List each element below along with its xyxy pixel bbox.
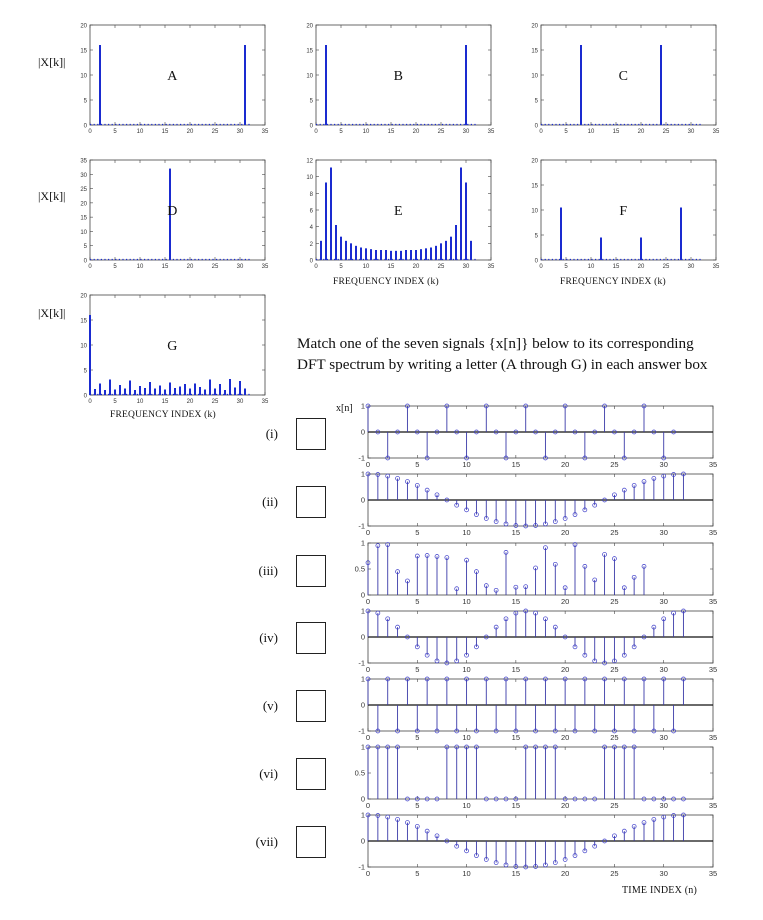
y-tick-label: 5 bbox=[83, 98, 87, 105]
x-tick-label: 5 bbox=[339, 264, 343, 270]
frequency-axis-label: FREQUENCY INDEX (k) bbox=[560, 277, 666, 287]
y-tick-label: 20 bbox=[80, 23, 87, 30]
y-tick-label: 10 bbox=[306, 73, 313, 80]
y-tick-label: 5 bbox=[83, 244, 87, 251]
x-tick-label: 30 bbox=[659, 733, 668, 742]
x-tick-label: 35 bbox=[708, 460, 718, 469]
y-tick-label: 5 bbox=[309, 98, 313, 105]
plot-frame bbox=[316, 25, 491, 125]
x-tick-label: 30 bbox=[462, 264, 470, 270]
y-tick-label: 6 bbox=[309, 208, 313, 215]
x-tick-label: 5 bbox=[113, 129, 117, 135]
x-tick-label: 35 bbox=[708, 801, 718, 810]
y-tick-label: 20 bbox=[306, 23, 313, 30]
x-tick-label: 30 bbox=[659, 665, 668, 674]
y-tick-label: 0 bbox=[360, 836, 365, 846]
plot-frame bbox=[90, 160, 265, 260]
y-tick-label: 10 bbox=[306, 175, 313, 182]
time-axis-label: TIME INDEX (n) bbox=[622, 885, 698, 896]
y-tick-label: 1 bbox=[360, 674, 365, 684]
x-tick-label: 35 bbox=[261, 264, 269, 270]
x-tick-label: 25 bbox=[662, 264, 670, 270]
y-tick-label: 10 bbox=[80, 343, 87, 350]
spectrum-ylabel: |X[k]| bbox=[38, 306, 66, 320]
spectrum-letter: A bbox=[167, 69, 178, 84]
y-tick-label: 5 bbox=[83, 368, 87, 375]
x-tick-label: 25 bbox=[211, 399, 219, 405]
x-tick-label: 35 bbox=[708, 665, 718, 674]
x-tick-label: 0 bbox=[314, 129, 318, 135]
x-tick-label: 10 bbox=[462, 801, 471, 810]
y-tick-label: 0 bbox=[360, 590, 365, 600]
y-tick-label: 0 bbox=[360, 632, 365, 642]
y-tick-label: 0 bbox=[360, 427, 365, 437]
y-tick-label: 20 bbox=[531, 23, 538, 30]
x-tick-label: 25 bbox=[437, 129, 445, 135]
x-tick-label: 25 bbox=[211, 264, 219, 270]
y-tick-label: 5 bbox=[534, 233, 538, 240]
x-tick-label: 0 bbox=[365, 801, 371, 810]
y-tick-label: 15 bbox=[531, 183, 538, 190]
y-tick-label: 0 bbox=[534, 258, 538, 265]
x-tick-label: 20 bbox=[560, 528, 570, 537]
y-tick-label: 20 bbox=[531, 158, 538, 165]
x-tick-label: 10 bbox=[136, 129, 144, 135]
x-tick-label: 20 bbox=[637, 264, 645, 270]
x-tick-label: 5 bbox=[415, 733, 420, 742]
frequency-axis-label: FREQUENCY INDEX (k) bbox=[110, 410, 216, 420]
y-tick-label: 25 bbox=[80, 187, 87, 194]
y-tick-label: 4 bbox=[309, 225, 313, 232]
x-tick-label: 25 bbox=[437, 264, 445, 270]
x-tick-label: 10 bbox=[362, 129, 370, 135]
x-tick-label: 20 bbox=[560, 665, 570, 674]
spectrum-letter: G bbox=[167, 339, 178, 354]
x-tick-label: 30 bbox=[659, 801, 668, 810]
spectrum-letter: F bbox=[619, 204, 628, 219]
x-tick-label: 35 bbox=[708, 869, 718, 878]
plot-frame bbox=[541, 160, 716, 260]
x-tick-label: 10 bbox=[462, 528, 471, 537]
x-tick-label: 20 bbox=[186, 129, 194, 135]
x-tick-label: 35 bbox=[261, 129, 269, 135]
x-tick-label: 35 bbox=[487, 264, 495, 270]
x-tick-label: 15 bbox=[161, 399, 169, 405]
x-tick-label: 10 bbox=[462, 733, 471, 742]
answer-label: (ii) bbox=[262, 494, 278, 509]
x-tick-label: 20 bbox=[560, 460, 570, 469]
x-tick-label: 30 bbox=[659, 597, 668, 606]
answer-label: (v) bbox=[262, 698, 278, 713]
y-tick-label: 15 bbox=[80, 215, 87, 222]
x-tick-label: 15 bbox=[387, 129, 395, 135]
x-tick-label: 35 bbox=[708, 528, 718, 537]
x-tick-label: 20 bbox=[560, 597, 570, 606]
x-tick-label: 25 bbox=[610, 665, 619, 674]
x-tick-label: 25 bbox=[610, 460, 619, 469]
y-tick-label: 2 bbox=[309, 241, 313, 248]
y-tick-label: 1 bbox=[360, 810, 365, 820]
x-tick-label: 35 bbox=[708, 733, 718, 742]
x-tick-label: 30 bbox=[659, 528, 668, 537]
x-tick-label: 25 bbox=[610, 869, 619, 878]
y-tick-label: 0 bbox=[309, 123, 313, 130]
y-tick-label: 0 bbox=[83, 258, 87, 265]
x-tick-label: 15 bbox=[511, 528, 521, 537]
spectrum-letter: C bbox=[618, 69, 628, 84]
x-tick-label: 15 bbox=[511, 733, 521, 742]
y-tick-label: 30 bbox=[80, 172, 87, 179]
x-tick-label: 5 bbox=[415, 460, 420, 469]
x-tick-label: 35 bbox=[487, 129, 495, 135]
x-tick-label: 0 bbox=[365, 597, 371, 606]
instruction-line-1: Match one of the seven signals {x[n]} below to its corresponding bbox=[297, 335, 694, 352]
plot-frame bbox=[90, 295, 265, 395]
x-tick-label: 0 bbox=[365, 665, 371, 674]
x-tick-label: 15 bbox=[161, 129, 169, 135]
x-tick-label: 5 bbox=[415, 869, 420, 878]
y-tick-label: 0 bbox=[360, 495, 365, 505]
x-tick-label: 25 bbox=[610, 597, 619, 606]
y-tick-label: 15 bbox=[80, 318, 87, 325]
y-tick-label: 10 bbox=[80, 229, 87, 236]
x-tick-label: 10 bbox=[362, 264, 370, 270]
x-tick-label: 20 bbox=[637, 129, 645, 135]
y-tick-label: 0 bbox=[83, 393, 87, 400]
x-tick-label: 0 bbox=[539, 129, 543, 135]
x-tick-label: 15 bbox=[511, 801, 521, 810]
x-tick-label: 5 bbox=[415, 597, 420, 606]
y-tick-label: 1 bbox=[360, 538, 365, 548]
y-tick-label: 0 bbox=[360, 700, 365, 710]
y-tick-label: 15 bbox=[306, 48, 313, 55]
plot-frame bbox=[90, 25, 265, 125]
x-tick-label: 20 bbox=[560, 733, 570, 742]
x-tick-label: 30 bbox=[236, 399, 244, 405]
x-tick-label: 35 bbox=[712, 264, 720, 270]
y-tick-label: 10 bbox=[531, 73, 538, 80]
x-tick-label: 15 bbox=[511, 665, 521, 674]
x-tick-label: 0 bbox=[88, 129, 92, 135]
y-tick-label: 1 bbox=[360, 742, 365, 752]
x-tick-label: 25 bbox=[610, 733, 619, 742]
x-tick-label: 20 bbox=[560, 869, 570, 878]
x-tick-label: 5 bbox=[564, 129, 568, 135]
x-tick-label: 35 bbox=[712, 129, 720, 135]
y-tick-label: 10 bbox=[531, 208, 538, 215]
y-tick-label: 0 bbox=[534, 123, 538, 130]
x-tick-label: 0 bbox=[314, 264, 318, 270]
x-tick-label: 15 bbox=[161, 264, 169, 270]
x-tick-label: 15 bbox=[511, 597, 521, 606]
x-tick-label: 25 bbox=[662, 129, 670, 135]
x-tick-label: 15 bbox=[511, 869, 521, 878]
x-tick-label: 20 bbox=[560, 801, 570, 810]
y-tick-label: 20 bbox=[80, 201, 87, 208]
signal-ylabel: x[n] bbox=[336, 403, 353, 414]
y-tick-label: -1 bbox=[358, 862, 365, 872]
y-tick-label: -1 bbox=[358, 521, 365, 531]
plot-frame bbox=[541, 25, 716, 125]
x-tick-label: 10 bbox=[587, 129, 595, 135]
y-tick-label: 0.5 bbox=[354, 564, 365, 574]
x-tick-label: 10 bbox=[136, 264, 144, 270]
x-tick-label: 15 bbox=[511, 460, 521, 469]
x-tick-label: 0 bbox=[365, 528, 371, 537]
spectrum-letter: D bbox=[167, 204, 178, 219]
x-tick-label: 20 bbox=[412, 264, 420, 270]
x-tick-label: 5 bbox=[415, 665, 420, 674]
y-tick-label: 1 bbox=[360, 606, 365, 616]
y-tick-label: -1 bbox=[358, 726, 365, 736]
x-tick-label: 0 bbox=[88, 399, 92, 405]
y-tick-label: 0 bbox=[83, 123, 87, 130]
x-tick-label: 0 bbox=[539, 264, 543, 270]
x-tick-label: 10 bbox=[462, 869, 471, 878]
y-tick-label: 15 bbox=[531, 48, 538, 55]
y-tick-label: 5 bbox=[534, 98, 538, 105]
x-tick-label: 5 bbox=[415, 528, 420, 537]
x-tick-label: 5 bbox=[113, 399, 117, 405]
x-tick-label: 25 bbox=[610, 528, 619, 537]
y-tick-label: 20 bbox=[80, 293, 87, 300]
spectrum-ylabel: |X[k]| bbox=[38, 55, 66, 69]
plot-frame bbox=[368, 543, 713, 595]
x-tick-label: 10 bbox=[462, 460, 471, 469]
x-tick-label: 10 bbox=[587, 264, 595, 270]
instruction-line-2: DFT spectrum by writing a letter (A through G) in each answer box bbox=[297, 356, 708, 373]
x-tick-label: 0 bbox=[365, 460, 371, 469]
plot-frame bbox=[316, 160, 491, 260]
y-tick-label: 12 bbox=[306, 158, 313, 165]
x-tick-label: 15 bbox=[612, 264, 620, 270]
x-tick-label: 25 bbox=[211, 129, 219, 135]
x-tick-label: 5 bbox=[339, 129, 343, 135]
x-tick-label: 10 bbox=[462, 597, 471, 606]
y-tick-label: 1 bbox=[360, 469, 365, 479]
x-tick-label: 20 bbox=[412, 129, 420, 135]
y-tick-label: -1 bbox=[358, 453, 365, 463]
x-tick-label: 30 bbox=[687, 264, 695, 270]
y-tick-label: 1 bbox=[360, 401, 365, 411]
x-tick-label: 5 bbox=[564, 264, 568, 270]
x-tick-label: 30 bbox=[236, 129, 244, 135]
x-tick-label: 0 bbox=[88, 264, 92, 270]
x-tick-label: 30 bbox=[659, 869, 668, 878]
answer-label: (vii) bbox=[255, 834, 278, 849]
y-tick-label: 0 bbox=[360, 794, 365, 804]
x-tick-label: 30 bbox=[687, 129, 695, 135]
y-tick-label: 15 bbox=[80, 48, 87, 55]
x-tick-label: 10 bbox=[136, 399, 144, 405]
x-tick-label: 0 bbox=[365, 733, 371, 742]
spectrum-letter: B bbox=[393, 69, 403, 84]
x-tick-label: 30 bbox=[462, 129, 470, 135]
x-tick-label: 5 bbox=[415, 801, 420, 810]
y-tick-label: 10 bbox=[80, 73, 87, 80]
answer-label: (iv) bbox=[259, 630, 278, 645]
y-tick-label: 0 bbox=[309, 258, 313, 265]
answer-label: (vi) bbox=[259, 766, 278, 781]
answer-label: (i) bbox=[265, 426, 278, 441]
x-tick-label: 5 bbox=[113, 264, 117, 270]
x-tick-label: 15 bbox=[387, 264, 395, 270]
y-tick-label: 8 bbox=[309, 191, 313, 198]
x-tick-label: 35 bbox=[261, 399, 269, 405]
y-tick-label: 35 bbox=[80, 158, 87, 165]
frequency-axis-label: FREQUENCY INDEX (k) bbox=[333, 277, 439, 287]
x-tick-label: 25 bbox=[610, 801, 619, 810]
spectrum-ylabel: |X[k]| bbox=[38, 189, 66, 203]
y-tick-label: 0.5 bbox=[354, 768, 365, 778]
x-tick-label: 10 bbox=[462, 665, 471, 674]
x-tick-label: 20 bbox=[186, 399, 194, 405]
x-tick-label: 30 bbox=[236, 264, 244, 270]
plot-frame bbox=[368, 747, 713, 799]
answer-label: (iii) bbox=[258, 563, 278, 578]
x-tick-label: 0 bbox=[365, 869, 371, 878]
x-tick-label: 15 bbox=[612, 129, 620, 135]
y-tick-label: -1 bbox=[358, 658, 365, 668]
spectrum-letter: E bbox=[393, 204, 403, 219]
x-tick-label: 20 bbox=[186, 264, 194, 270]
x-tick-label: 35 bbox=[708, 597, 718, 606]
x-tick-label: 30 bbox=[659, 460, 668, 469]
